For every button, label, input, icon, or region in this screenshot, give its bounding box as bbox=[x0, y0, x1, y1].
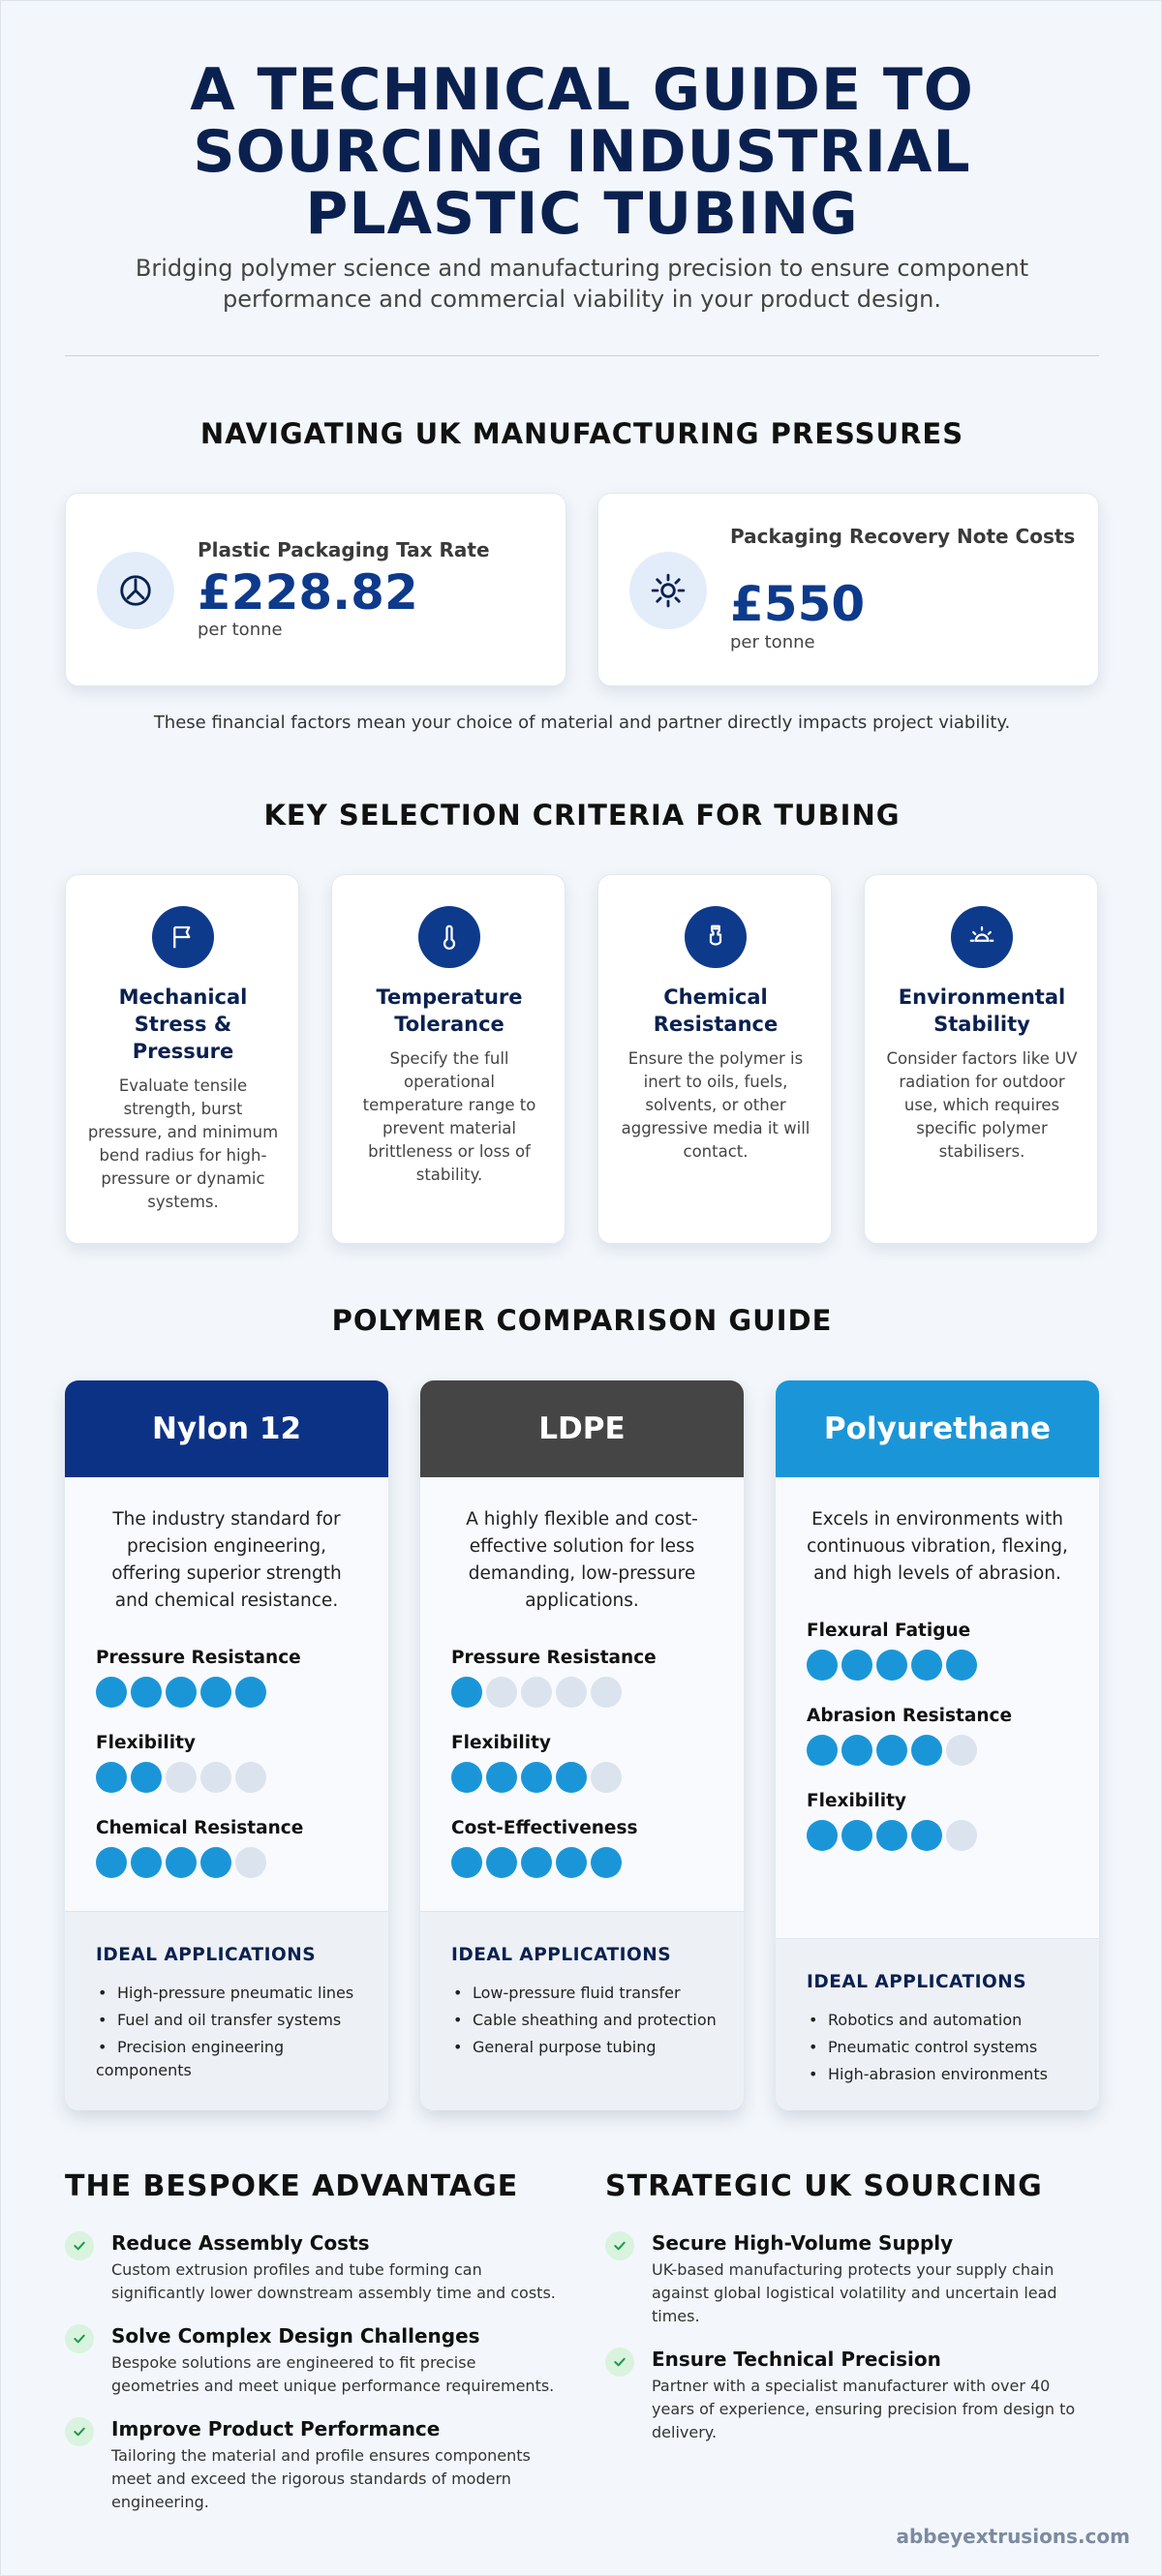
polymer-card-ldpe bbox=[420, 1380, 744, 2110]
rating-dot-filled bbox=[486, 1762, 517, 1793]
header-divider bbox=[65, 355, 1099, 356]
rating-dots bbox=[96, 1762, 266, 1793]
check-icon bbox=[605, 2348, 634, 2377]
metric-label: Pressure Resistance bbox=[96, 1648, 301, 1668]
list-item: • High-abrasion environments bbox=[807, 2063, 1078, 2086]
title-line: PLASTIC TUBING bbox=[305, 180, 859, 248]
criteria-card-environmental bbox=[864, 874, 1098, 1244]
rating-dot-empty bbox=[200, 1762, 231, 1793]
advantage-text: Tailoring the material and profile ensures components meet and exceed the rigorous standards of modern engineering. bbox=[111, 2446, 531, 2511]
pressures-note: These financial factors mean your choice of material and partner directly impacts project viability. bbox=[153, 712, 1011, 733]
list-item: • High-pressure pneumatic lines bbox=[96, 1982, 367, 2005]
rating-dot-filled bbox=[807, 1820, 838, 1851]
rating-dot-filled bbox=[841, 1650, 872, 1681]
list-item: • Precision engineering components bbox=[96, 2036, 367, 2082]
criteria-title: Environmental Stability bbox=[898, 985, 1066, 1036]
flag-icon bbox=[152, 906, 214, 968]
rating-dot-filled bbox=[131, 1677, 162, 1708]
criteria-title: Chemical Resistance bbox=[653, 985, 779, 1036]
check-icon bbox=[65, 2417, 94, 2446]
polymer-card-polyurethane bbox=[776, 1380, 1099, 2110]
rating-dot-filled bbox=[131, 1762, 162, 1793]
check-icon bbox=[605, 2231, 634, 2260]
polymer-desc: The industry standard for precision engineering, offering superior strength and chemical resistance. bbox=[111, 1509, 342, 1611]
rating-dot-empty bbox=[486, 1677, 517, 1708]
applications-panel bbox=[420, 1911, 744, 2110]
rating-dot-filled bbox=[235, 1677, 266, 1708]
criteria-card-mechanical bbox=[65, 874, 299, 1244]
rating-dot-empty bbox=[946, 1820, 977, 1851]
applications-panel bbox=[65, 1911, 388, 2110]
metric-label: Flexibility bbox=[807, 1791, 906, 1811]
metric-label: Pressure Resistance bbox=[451, 1648, 657, 1668]
comparison-section-title: POLYMER COMPARISON GUIDE bbox=[331, 1304, 833, 1337]
pressures-section-title: NAVIGATING UK MANUFACTURING PRESSURES bbox=[199, 417, 964, 450]
rating-dot-empty bbox=[556, 1677, 587, 1708]
criteria-card-temperature bbox=[331, 874, 566, 1244]
page-subtitle: Bridging polymer science and manufacturing precision to ensure component performance and commercial viability in your product design. bbox=[135, 255, 1029, 313]
criteria-desc: Evaluate tensile strength, burst pressure, and minimum bend radius for high-pressure or dynamic systems. bbox=[87, 1076, 279, 1211]
criteria-title: Mechanical Stress & Pressure bbox=[118, 985, 248, 1063]
thermometer-icon bbox=[418, 906, 480, 968]
rating-dot-empty bbox=[591, 1677, 622, 1708]
rating-dot-filled bbox=[451, 1677, 482, 1708]
rating-dot-filled bbox=[911, 1735, 942, 1766]
rating-dot-filled bbox=[841, 1820, 872, 1851]
rating-dot-filled bbox=[166, 1847, 197, 1878]
check-icon bbox=[65, 2231, 94, 2260]
sourcing-item-title: Ensure Technical Precision bbox=[652, 2348, 941, 2371]
stat-value: £228.82 bbox=[198, 564, 418, 621]
bespoke-title: THE BESPOKE ADVANTAGE bbox=[65, 2169, 519, 2203]
rating-dot-filled bbox=[96, 1762, 127, 1793]
metric-label: Abrasion Resistance bbox=[807, 1706, 1013, 1726]
rating-dot-filled bbox=[131, 1847, 162, 1878]
sun-icon bbox=[951, 906, 1013, 968]
criteria-desc: Consider factors like UV radiation for outdoor use, which requires specific polymer stabilisers. bbox=[886, 1049, 1078, 1161]
rating-dot-filled bbox=[96, 1847, 127, 1878]
rating-dot-filled bbox=[807, 1735, 838, 1766]
advantage-title: Improve Product Performance bbox=[111, 2417, 441, 2440]
applications-panel bbox=[776, 1938, 1099, 2110]
stat-value: £550 bbox=[730, 576, 866, 632]
rating-dot-filled bbox=[807, 1650, 838, 1681]
title-line: SOURCING INDUSTRIAL bbox=[193, 118, 971, 186]
stat-label: Packaging Recovery Note Costs bbox=[730, 525, 1076, 548]
applications-list bbox=[451, 1982, 722, 2063]
stat-card-prn bbox=[597, 493, 1099, 686]
rating-dot-empty bbox=[591, 1762, 622, 1793]
rating-dots bbox=[96, 1847, 266, 1878]
applications-list bbox=[96, 1982, 367, 2086]
advantage-title: Solve Complex Design Challenges bbox=[111, 2324, 480, 2348]
polymer-name: Polyurethane bbox=[776, 1380, 1099, 1477]
polymer-name: Nylon 12 bbox=[65, 1380, 388, 1477]
rating-dot-filled bbox=[591, 1847, 622, 1878]
applications-title: IDEAL APPLICATIONS bbox=[451, 1945, 672, 1965]
sourcing-item-text: UK-based manufacturing protects your supply chain against global logistical volatility and uncertain lead times. bbox=[652, 2260, 1057, 2325]
rating-dot-filled bbox=[876, 1820, 907, 1851]
rating-dot-filled bbox=[521, 1847, 552, 1878]
metric-label: Cost-Effectiveness bbox=[451, 1818, 638, 1838]
rating-dots bbox=[96, 1677, 266, 1708]
rating-dot-filled bbox=[96, 1677, 127, 1708]
recycle-icon bbox=[97, 552, 174, 629]
rating-dots bbox=[807, 1650, 977, 1681]
rating-dot-filled bbox=[451, 1762, 482, 1793]
metric-label: Flexural Fatigue bbox=[807, 1621, 971, 1641]
rating-dot-filled bbox=[876, 1650, 907, 1681]
list-item: • Low-pressure fluid transfer bbox=[451, 1982, 722, 2005]
criteria-section-title: KEY SELECTION CRITERIA FOR TUBING bbox=[263, 799, 901, 832]
rating-dot-filled bbox=[841, 1735, 872, 1766]
rating-dot-filled bbox=[876, 1735, 907, 1766]
stat-label: Plastic Packaging Tax Rate bbox=[198, 538, 490, 561]
rating-dot-filled bbox=[911, 1820, 942, 1851]
rating-dots bbox=[451, 1677, 622, 1708]
rating-dot-empty bbox=[166, 1762, 197, 1793]
polymer-card-nylon bbox=[65, 1380, 388, 2110]
advantage-text: Custom extrusion profiles and tube forming can significantly lower downstream assembly time and costs. bbox=[111, 2260, 556, 2302]
rating-dot-filled bbox=[486, 1847, 517, 1878]
criteria-card-chemical bbox=[597, 874, 832, 1244]
applications-title: IDEAL APPLICATIONS bbox=[96, 1945, 317, 1965]
rating-dot-filled bbox=[166, 1677, 197, 1708]
rating-dot-empty bbox=[235, 1762, 266, 1793]
sourcing-item-text: Partner with a specialist manufacturer with over 40 years of experience, ensuring precision from design to delivery. bbox=[652, 2377, 1076, 2441]
applications-title: IDEAL APPLICATIONS bbox=[807, 1972, 1027, 1992]
rating-dots bbox=[807, 1820, 977, 1851]
rating-dot-filled bbox=[946, 1650, 977, 1681]
advantage-title: Reduce Assembly Costs bbox=[111, 2231, 370, 2255]
rating-dot-filled bbox=[521, 1762, 552, 1793]
rating-dot-filled bbox=[200, 1847, 231, 1878]
polymer-name: LDPE bbox=[420, 1380, 744, 1477]
footer-site-link[interactable]: abbeyextrusions.com bbox=[896, 2525, 1130, 2548]
title-line: A TECHNICAL GUIDE TO bbox=[190, 56, 974, 124]
check-icon bbox=[65, 2324, 94, 2353]
rating-dot-empty bbox=[521, 1677, 552, 1708]
list-item: • Cable sheathing and protection bbox=[451, 2009, 722, 2032]
advantage-text: Bespoke solutions are engineered to fit precise geometries and meet unique performance requirements. bbox=[111, 2353, 555, 2395]
rating-dot-filled bbox=[451, 1847, 482, 1878]
polymer-desc: A highly flexible and cost-effective solution for less demanding, low-pressure applications. bbox=[466, 1509, 698, 1611]
list-item: • Fuel and oil transfer systems bbox=[96, 2009, 367, 2032]
applications-list bbox=[807, 2009, 1078, 2090]
criteria-title: Temperature Tolerance bbox=[376, 985, 523, 1036]
stat-card-tax bbox=[65, 493, 566, 686]
rating-dot-empty bbox=[235, 1847, 266, 1878]
rating-dots bbox=[807, 1735, 977, 1766]
stat-unit: per tonne bbox=[730, 632, 815, 652]
flask-icon bbox=[685, 906, 747, 968]
metric-label: Flexibility bbox=[96, 1733, 196, 1753]
criteria-desc: Ensure the polymer is inert to oils, fuels, solvents, or other aggressive media it will contact. bbox=[621, 1049, 810, 1161]
rating-dots bbox=[451, 1847, 622, 1878]
rating-dots bbox=[451, 1762, 622, 1793]
list-item: • Pneumatic control systems bbox=[807, 2036, 1078, 2059]
rating-dot-filled bbox=[911, 1650, 942, 1681]
list-item: • Robotics and automation bbox=[807, 2009, 1078, 2032]
criteria-desc: Specify the full operational temperature range to prevent material brittleness or loss of stability. bbox=[362, 1049, 536, 1184]
sourcing-title: STRATEGIC UK SOURCING bbox=[605, 2169, 1043, 2203]
rating-dot-filled bbox=[200, 1677, 231, 1708]
stat-unit: per tonne bbox=[198, 620, 283, 640]
rating-dot-filled bbox=[556, 1847, 587, 1878]
rating-dot-empty bbox=[946, 1735, 977, 1766]
metric-label: Chemical Resistance bbox=[96, 1818, 304, 1838]
rating-dot-filled bbox=[556, 1762, 587, 1793]
gear-icon bbox=[629, 552, 707, 629]
page-title bbox=[65, 56, 1099, 248]
polymer-desc: Excels in environments with continuous vibration, flexing, and high levels of abrasion. bbox=[807, 1509, 1068, 1584]
sourcing-item-title: Secure High-Volume Supply bbox=[652, 2231, 954, 2255]
metric-label: Flexibility bbox=[451, 1733, 551, 1753]
list-item: • General purpose tubing bbox=[451, 2036, 722, 2059]
